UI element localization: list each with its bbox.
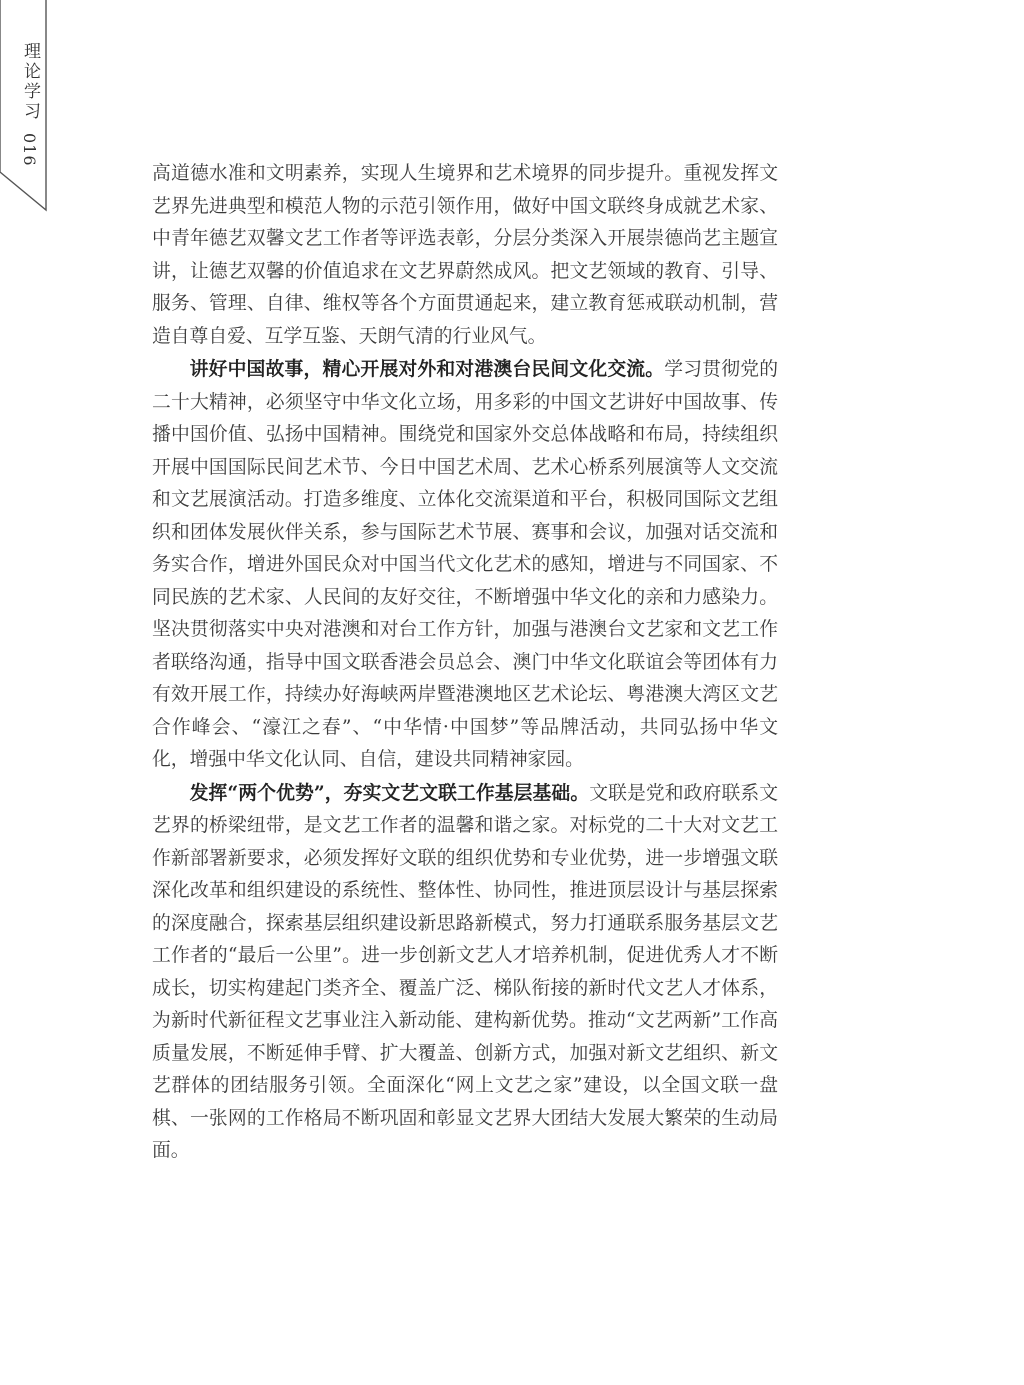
section-title: 理论学习: [20, 42, 40, 122]
paragraph-1-text: 高道德水准和文明素养，实现人生境界和艺术境界的同步提升。重视发挥文艺界先进典型和模范人物的示范引领作用，做好中国文联终身成就艺术家、中青年德艺双馨文艺工作者等评选表彰，分层分类深入开展崇德尚艺主题宣讲，让德艺双馨的价值追求在文艺界蔚然成风。把文艺领域的教育、引导、服务、管理、自律、维权等各个方面贯通起来，建立教育惩戒联动机制，营造自尊自爱、互学互鉴、天朗气清的行业风气。: [152, 163, 778, 347]
paragraph-3-heading: 发挥“两个优势”，夯实文艺文联工作基层基础。: [189, 781, 590, 804]
paragraph-3-text: 文联是党和政府联系文艺界的桥梁纽带，是文艺工作者的温馨和谐之家。对标党的二十大对文艺工作新部署新要求，必须发挥好文联的组织优势和专业优势，进一步增强文联深化改革和组织建设的系统性、整体性、协同性，推进顶层设计与基层探索的深度融合，探索基层组织建设新思路新模式，努力打通联系服务基层文艺工作者的“最后一公里”。进一步创新文艺人才培养机制，促进优秀人才不断成长，切实构建起门类齐全、覆盖广泛、梯队衔接的新时代文艺人才体系，为新时代新征程文艺事业注入新动能、建构新优势。推动“文艺两新”工作高质量发展，不断延伸手臂、扩大覆盖、创新方式，加强对新文艺组织、新文艺群体的团结服务引领。全面深化“网上文艺之家”建设，以全国文联一盘棋、一张网的工作格局不断巩固和彰显文艺界大团结大发展大繁荣的生动局面。: [152, 782, 779, 1161]
paragraph-3: [152, 777, 778, 1168]
paragraph-2-heading: 讲好中国故事，精心开展对外和对港澳台民间文化交流。: [189, 358, 665, 380]
paragraph-2: [152, 353, 778, 777]
paragraph-2-text: 学习贯彻党的二十大精神，必须坚守中华文化立场，用多彩的中国文艺讲好中国故事、传播中国价值、弘扬中国精神。围绕党和国家外交总体战略和布局，持续组织开展中国国际民间艺术节、今日中国艺术周、艺术心桥系列展演等人文交流和文艺展演活动。打造多维度、立体化交流渠道和平台，积极同国际文艺组织和团体发展伙伴关系，参与国际艺术节展、赛事和会议，加强对话交流和务实合作，增进外国民众对中国当代文化艺术的感知，增进与不同国家、不同民族的艺术家、人民间的友好交往，不断增强中华文化的亲和力感染力。坚决贯彻落实中央对港澳和对台工作方针，加强与港澳台文艺家和文艺工作者联络沟通，指导中国文联香港会员总会、澳门中华文化联谊会等团体有力有效开展工作，持续办好海峡两岸暨港澳地区艺术论坛、粤港澳大湾区文艺合作峰会、“濠江之春”、“中华情·中国梦”等品牌活动，共同弘扬中华文化，增强中华文化认同、自信，建设共同精神家园。: [152, 359, 778, 770]
article-body: [152, 158, 778, 1168]
paragraph-1: [152, 158, 778, 353]
page-number: 016: [20, 133, 39, 167]
section-tab: [0, 0, 48, 212]
